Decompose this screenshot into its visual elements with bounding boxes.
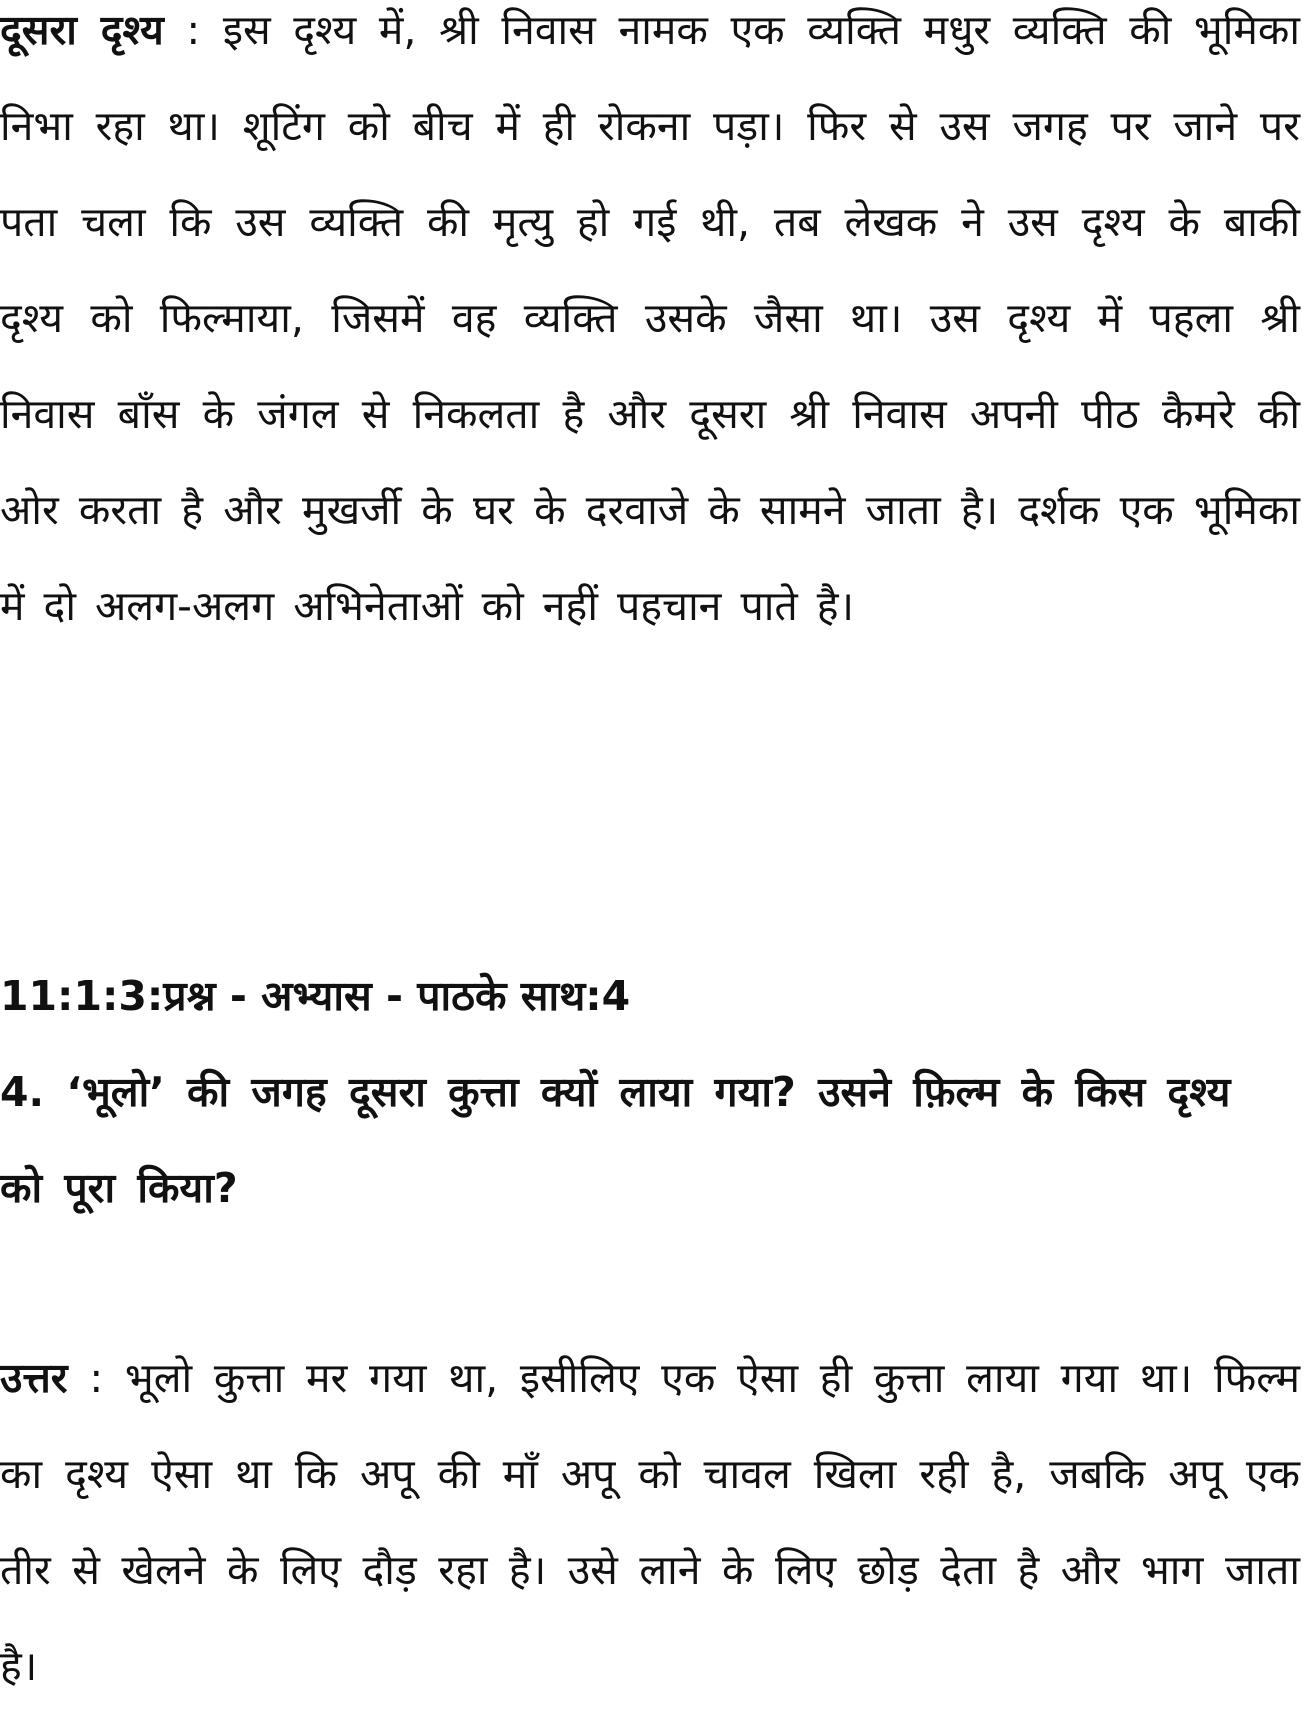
answer-text: भूलो कुत्ता मर गया था, इसीलिए एक ऐसा ही कुत्ता लाया गया था। फिल्म का दृश्य ऐसा था कि अपू की माँ अपू को चावल खिला रही है, जबकि अपू एक तीर से खेलने के लिए दौड़ रहा है। उसे लाने के लिए छोड़ देता है और भाग जाता है। (0, 1354, 1300, 1690)
answer-label: उत्तर (0, 1354, 68, 1402)
question-text: 4. ‘भूलो’ की जगह दूसरा कुत्ता क्यों लाया गया? उसने फ़िल्म के किस दृश्य को पूरा किया? (0, 1068, 1231, 1212)
scene-separator: : (163, 6, 223, 54)
answer-paragraph (0, 1330, 1300, 1714)
scene-text: इस दृश्य में, श्री निवास नामक एक व्यक्ति मधुर व्यक्ति की भूमिका निभा रहा था। शूटिंग को बीच में ही रोकना पड़ा। फिर से उस जगह पर जाने पर पता चला कि उस व्यक्ति की मृत्यु हो गई थी, तब लेखक ने उस दृश्य के बाकी दृश्य को फिल्माया, जिसमें वह व्यक्ति उसके जैसा था। उस दृश्य में पहला श्री निवास बाँस के जंगल से निकलता है और दूसरा श्री निवास अपनी पीठ कैमरे की ओर करता है और मुखर्जी के घर के दरवाजे के सामने जाता है। दर्शक एक भूमिका में दो अलग-अलग अभिनेताओं को नहीं पहचान पाते है। (0, 6, 1301, 630)
answer-separator: : (67, 1354, 125, 1402)
question-reference: 11:1:3:प्रश्न - अभ्यास - पाठके साथ:4 (0, 972, 631, 1020)
scene-label: दूसरा दृश्य (0, 6, 164, 54)
scene-paragraph (0, 0, 1300, 654)
